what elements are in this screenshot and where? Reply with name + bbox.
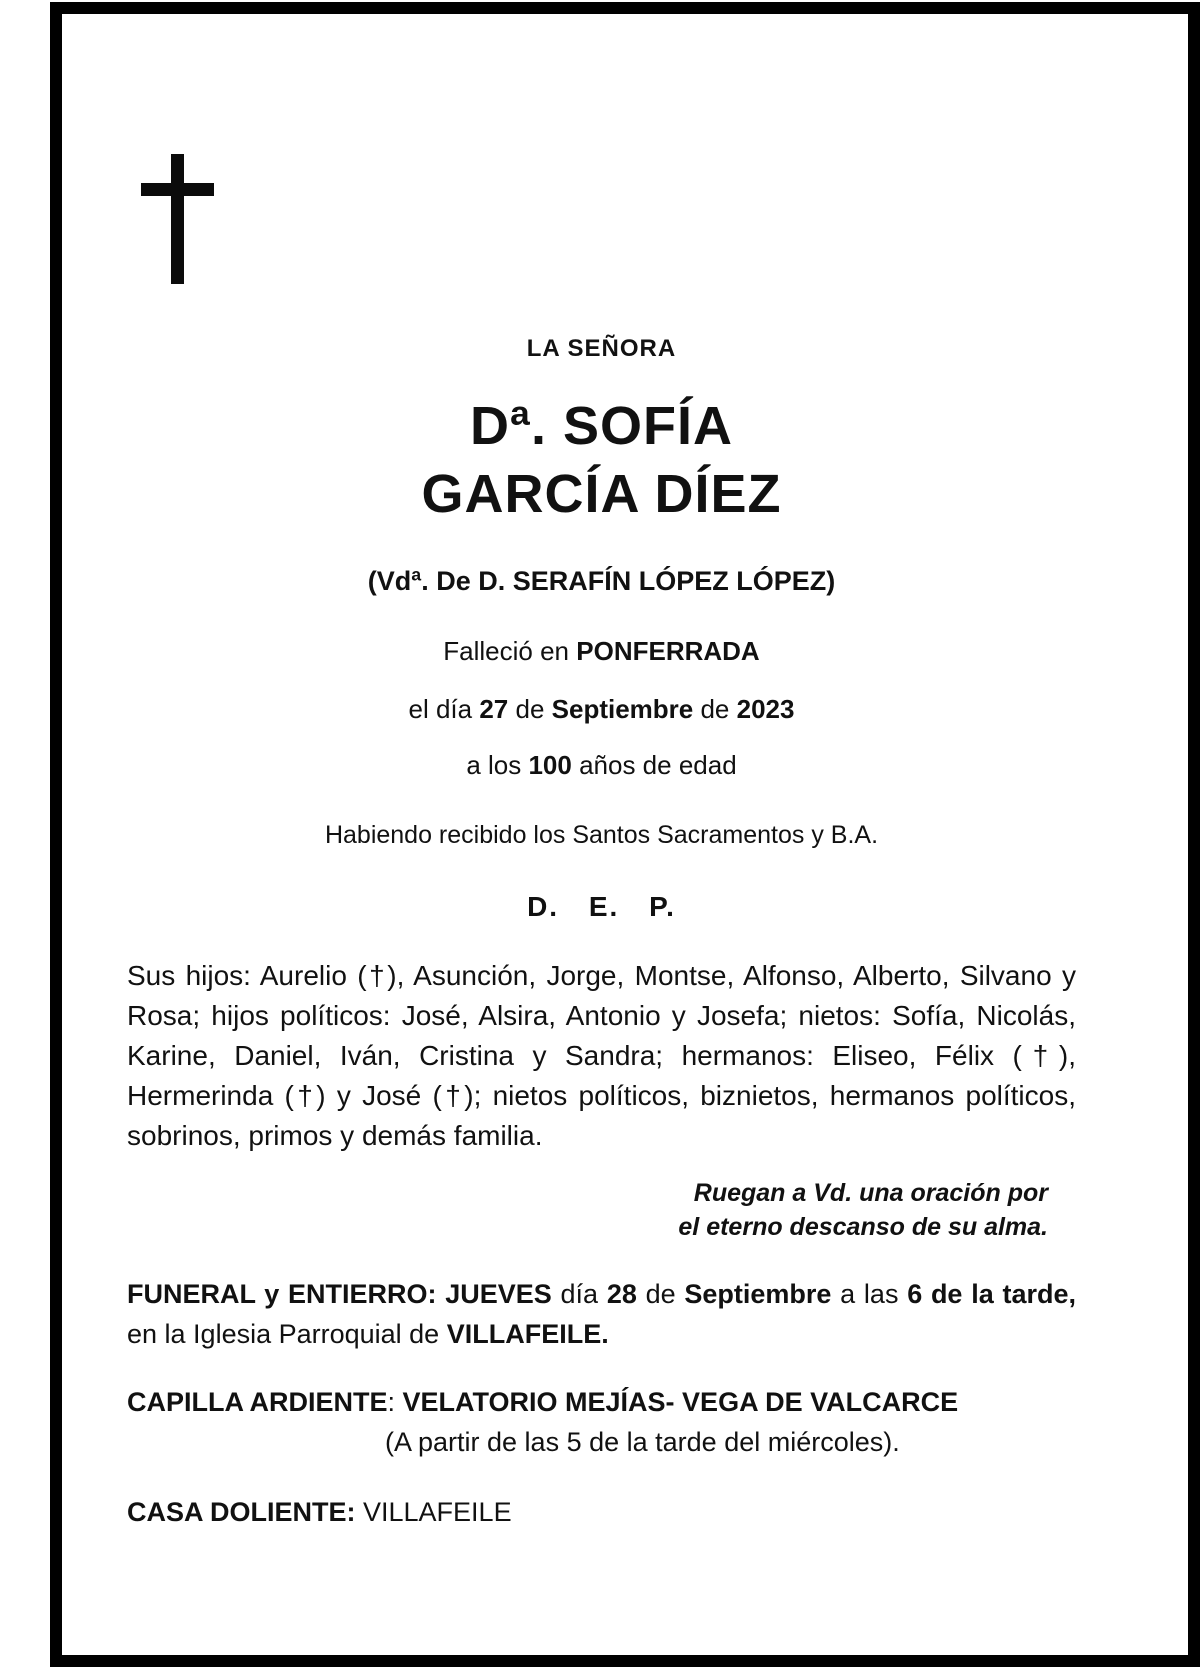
death-place: PONFERRADA [576, 636, 760, 666]
funeral-r4: en la Iglesia Parroquial de [127, 1319, 447, 1349]
widow-line: (Vdª. De D. SERAFÍN LÓPEZ LÓPEZ) [367, 566, 836, 596]
funeral-r3: a las [831, 1279, 908, 1309]
rip-line: D. E. P. [527, 891, 676, 922]
wake-note: (A partir de las 5 de la tarde del miércoles). [385, 1427, 900, 1457]
deceased-name-line2: GARCÍA DÍEZ [421, 464, 782, 524]
age-pre: a los [466, 750, 529, 780]
deceased-name [127, 392, 1076, 528]
cross-horizontal-bar [141, 183, 214, 196]
death-date-year: 2023 [736, 694, 795, 724]
honorific: LA SEÑORA [526, 335, 677, 362]
funeral-title: FUNERAL y ENTIERRO: JUEVES [127, 1279, 552, 1309]
funeral-r1: día [551, 1279, 607, 1309]
death-date-month: Septiembre [551, 694, 694, 724]
funeral-church: VILLAFEILE. [446, 1319, 609, 1349]
death-date-pre: el día [408, 694, 480, 724]
prayer-text [127, 1176, 1076, 1244]
mourning-house-value: VILLAFEILE [355, 1497, 512, 1527]
prayer-line1: Ruegan a Vd. una oración por [693, 1179, 1048, 1207]
death-date-sep1: de [508, 694, 552, 724]
death-date-line [127, 692, 1076, 726]
family-paragraph: Sus hijos: Aurelio (†), Asunción, Jorge, Montse, Alfonso, Alberto, Silvano y Rosa; hijos políticos: José, Alsira, Antonio y Josefa; nietos: Sofía, Nicolás, Karine, Daniel, Iván, Cristina y Sandra; hermanos: Eliseo, Félix (†), Hermerinda (†) y José (†); nietos políticos, biznietos, hermanos políticos, sobrinos, primos y demás familia. [127, 960, 1076, 1151]
death-place-line [127, 634, 1076, 668]
age-value: 100 [528, 750, 572, 780]
funeral-day: 28 [606, 1279, 637, 1309]
death-date-sep2: de [693, 694, 737, 724]
sacraments-line: Habiendo recibido los Santos Sacramentos y B.A. [324, 821, 879, 849]
funeral-time: 6 de la tarde, [907, 1279, 1076, 1309]
wake-line [127, 1382, 1076, 1422]
deceased-name-line1: Dª. SOFÍA [470, 396, 733, 456]
cross-icon [141, 154, 214, 284]
death-place-prefix: Falleció en [443, 636, 577, 666]
funeral-info [127, 1274, 1076, 1354]
prayer-line2: el eterno descanso de su alma. [678, 1213, 1048, 1241]
cross-vertical-bar [171, 154, 184, 284]
funeral-r2: de [636, 1279, 685, 1309]
mourning-house-label: CASA DOLIENTE: [127, 1497, 356, 1527]
death-date-day: 27 [479, 694, 509, 724]
obituary-content [62, 154, 1188, 1532]
funeral-month: Septiembre [684, 1279, 832, 1309]
wake-info [127, 1382, 1076, 1462]
wake-label: CAPILLA ARDIENTE [127, 1387, 388, 1417]
age-line [127, 748, 1076, 782]
mourning-house-line [127, 1492, 1076, 1532]
age-post: años de edad [571, 750, 737, 780]
obituary-card [50, 2, 1200, 1667]
wake-location: VELATORIO MEJÍAS- VEGA DE VALCARCE [402, 1387, 959, 1417]
wake-separator: : [387, 1387, 403, 1417]
